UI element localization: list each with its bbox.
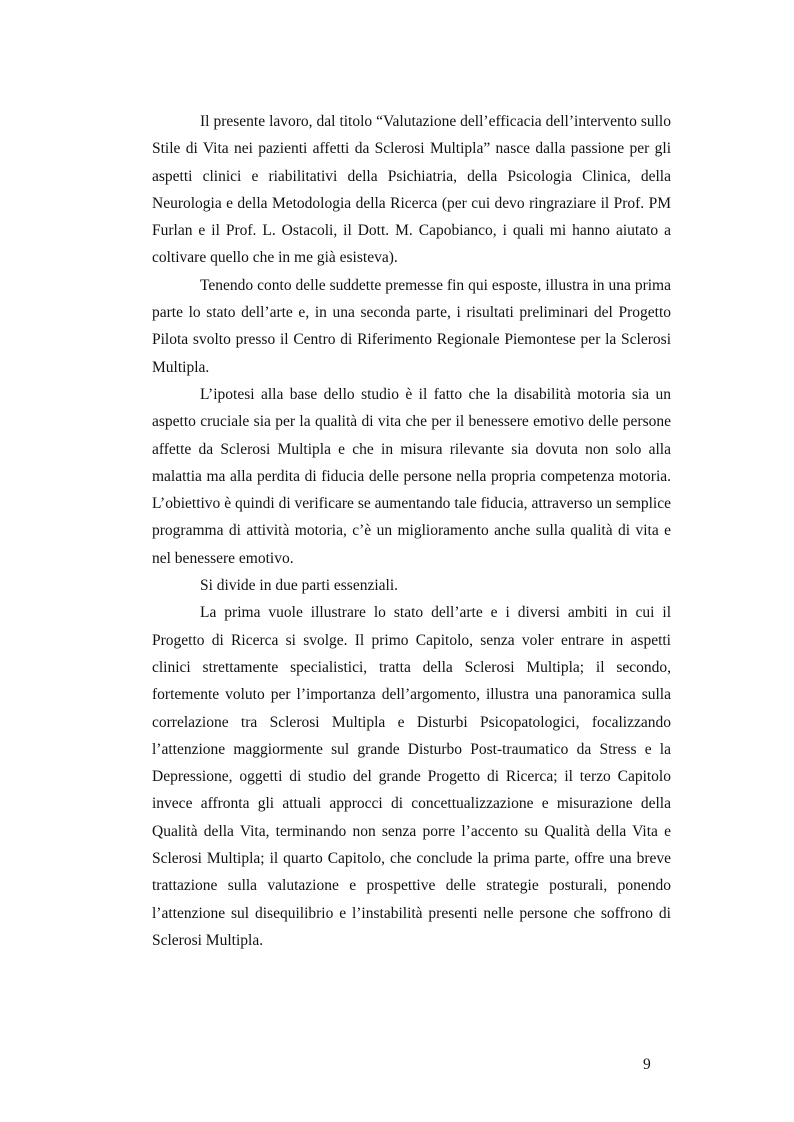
- paragraph-premesse: Tenendo conto delle suddette premesse fin qui esposte, illustra in una prima parte lo stato dell’arte e, in una seconda parte, i risultati preliminari del Progetto Pilota svolto presso il Centro di Riferimento Regionale Piemontese per la Sclerosi Multipla.: [152, 276, 671, 376]
- paragraph-ipotesi: L’ipotesi alla base dello studio è il fatto che la disabilità motoria sia un aspetto cruciale sia per la qualità di vita che per il benessere emotivo delle persone affette da Sclerosi Multipla e che in misura rilevante sia dovuta non solo alla malattia ma alla perdita di fiducia delle persone nella propria competenza motoria. L’obiettivo è quindi di verificare se aumentando tale fiducia, attraverso un semplice programma di attività motoria, c’è un miglioramento anche sulla qualità di vita e nel benessere emotivo.: [152, 385, 671, 567]
- paragraph-prima-parte: La prima vuole illustrare lo stato dell’arte e i diversi ambiti in cui il Progetto di Ricerca si svolge. Il primo Capitolo, senza voler entrare in aspetti clinici strettamente specialistici, tratta della Sclerosi Multipla; il secondo, fortemente voluto per l’importanza dell’argomento, illustra una panoramica sulla correlazione tra Sclerosi Multipla e Disturbi Psicopatologici, focalizzando l’attenzione maggiormente sul grande Disturbo Post-traumatico da Stress e la Depressione, oggetti di studio del grande Progetto di Ricerca; il terzo Capitolo invece affronta gli attuali approcci di concettualizzazione e misurazione della Qualità della Vita, terminando non senza porre l’accento su Qualità della Vita e Sclerosi Multipla; il quarto Capitolo, che conclude la prima parte, offre una breve trattazione sulla valutazione e prospettive delle strategie posturali, ponendo l’attenzione sul disequilibrio e l’instabilità presenti nelle persone che soffrono di Sclerosi Multipla.: [152, 604, 671, 949]
- paragraph-intro: Il presente lavoro, dal titolo “Valutazione dell’efficacia dell’intervento sullo Stile di Vita nei pazienti affetti da Sclerosi Multipla” nasce dalla passione per gli aspetti clinici e riabilitativi della Psichiatria, della Psicologia Clinica, della Neurologia e della Metodologia della Ricerca (per cui devo ringraziare il Prof. PM Furlan e il Prof. L. Ostacoli, il Dott. M. Capobianco, i quali mi hanno aiutato a coltivare quello che in me già esisteva).: [152, 113, 671, 267]
- page-number: 9: [643, 1056, 651, 1073]
- paragraph-divisione: Si divide in due parti essenziali.: [200, 577, 399, 595]
- body-text: [152, 108, 671, 954]
